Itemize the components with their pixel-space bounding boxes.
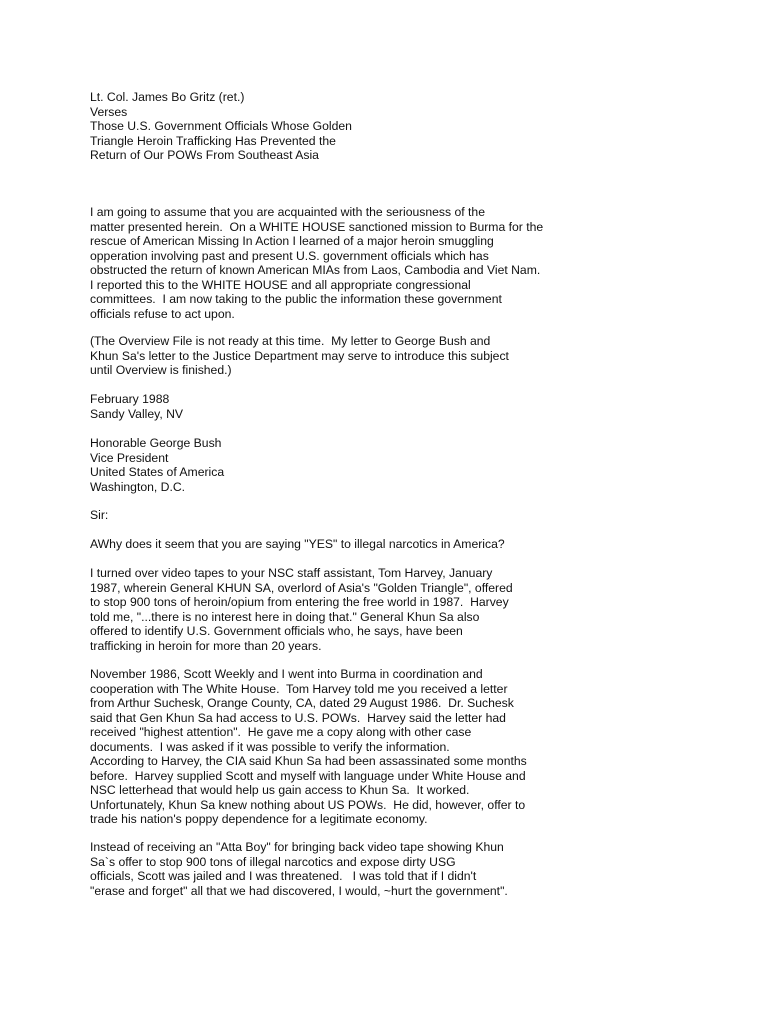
overview-note (90, 334, 730, 378)
body-paragraph-1 (90, 566, 730, 653)
text-line: trafficking in heroin for more than 20 years. (90, 638, 322, 653)
text-line: Sa`s offer to stop 900 tons of illegal narcotics and expose dirty USG (90, 854, 456, 869)
text-line: obstructed the return of known American MIAs from Laos, Cambodia and Viet Nam. (90, 263, 541, 277)
text-line: Unfortunately, Khun Sa knew nothing about US POWs. He did, however, offer to (90, 797, 526, 812)
address-line: Vice President (90, 450, 169, 465)
header-line: Triangle Heroin Trafficking Has Prevented the (90, 133, 336, 148)
header-line: Verses (90, 104, 128, 119)
dateline (90, 392, 730, 421)
text-line: told me, "...there is no interest here in doing that." General Khun Sa also (90, 609, 480, 624)
text-line: cooperation with The White House. Tom Harvey told me you received a letter (90, 681, 508, 696)
text-line: until Overview is finished.) (90, 363, 232, 377)
text-line: to stop 900 tons of heroin/opium from entering the free world in 1987. Harvey (90, 595, 509, 609)
text-line: "erase and forget" all that we had discovered, I would, ~hurt the government". (90, 883, 508, 898)
date-line: February 1988 (90, 392, 170, 406)
salutation-line: Sir: (90, 508, 109, 522)
question-line: AWhy does it seem that you are saying "YES" to illegal narcotics in America? (90, 537, 505, 551)
address-line: United States of America (90, 465, 225, 479)
text-line: matter presented herein. On a WHITE HOUSE sanctioned mission to Burma for the (90, 219, 544, 234)
recipient-address (90, 436, 730, 494)
text-line: I turned over video tapes to your NSC staff assistant, Tom Harvey, January (90, 566, 493, 580)
header-line: Return of Our POWs From Southeast Asia (90, 148, 319, 162)
text-line: committees. I am now taking to the public the information these government (90, 292, 502, 306)
text-line: said that Gen Khun Sa had access to U.S. POWs. Harvey said the letter had (90, 710, 506, 725)
body-paragraph-3 (90, 840, 730, 898)
text-line: NSC letterhead that would help us gain access to Khun Sa. It worked. (90, 783, 470, 797)
document-header (90, 90, 730, 163)
intro-paragraph (90, 205, 730, 321)
header-line: Lt. Col. James Bo Gritz (ret.) (90, 90, 245, 104)
text-line: According to Harvey, the CIA said Khun Sa had been assassinated some months (90, 754, 527, 768)
text-line: trade his nation's poppy dependence for a legitimate economy. (90, 812, 428, 826)
text-line: 1987, wherein General KHUN SA, overlord of Asia's "Golden Triangle", offered (90, 580, 513, 595)
address-line: Washington, D.C. (90, 479, 186, 494)
text-line: officials refuse to act upon. (90, 306, 235, 321)
text-line: (The Overview File is not ready at this time. My letter to George Bush and (90, 334, 491, 348)
text-line: opperation involving past and present U.S. government officials which has (90, 248, 489, 263)
text-line: from Arthur Suchesk, Orange County, CA, dated 29 August 1986. Dr. Suchesk (90, 696, 514, 710)
text-line: documents. I was asked if it was possible to verify the information. (90, 739, 450, 754)
body-paragraph-2 (90, 667, 730, 827)
text-line: rescue of American Missing In Action I learned of a major heroin smuggling (90, 234, 494, 248)
text-line: I reported this to the WHITE HOUSE and all appropriate congressional (90, 277, 471, 292)
header-line: Those U.S. Government Officials Whose Golden (90, 119, 352, 133)
text-line: offered to identify U.S. Government officials who, he says, have been (90, 624, 463, 638)
text-line: I am going to assume that you are acquainted with the seriousness of the (90, 205, 485, 219)
text-line: Khun Sa's letter to the Justice Department may serve to introduce this subject (90, 348, 509, 363)
location-line: Sandy Valley, NV (90, 406, 184, 421)
text-line: before. Harvey supplied Scott and myself with language under White House and (90, 768, 526, 783)
text-line: Instead of receiving an "Atta Boy" for bringing back video tape showing Khun (90, 840, 504, 854)
text-line: November 1986, Scott Weekly and I went into Burma in coordination and (90, 667, 483, 681)
opening-question (90, 537, 730, 552)
text-line: officials, Scott was jailed and I was threatened. I was told that if I didn't (90, 869, 477, 883)
salutation (90, 508, 730, 523)
address-line: Honorable George Bush (90, 436, 222, 450)
text-line: received "highest attention". He gave me a copy along with other case (90, 725, 472, 739)
